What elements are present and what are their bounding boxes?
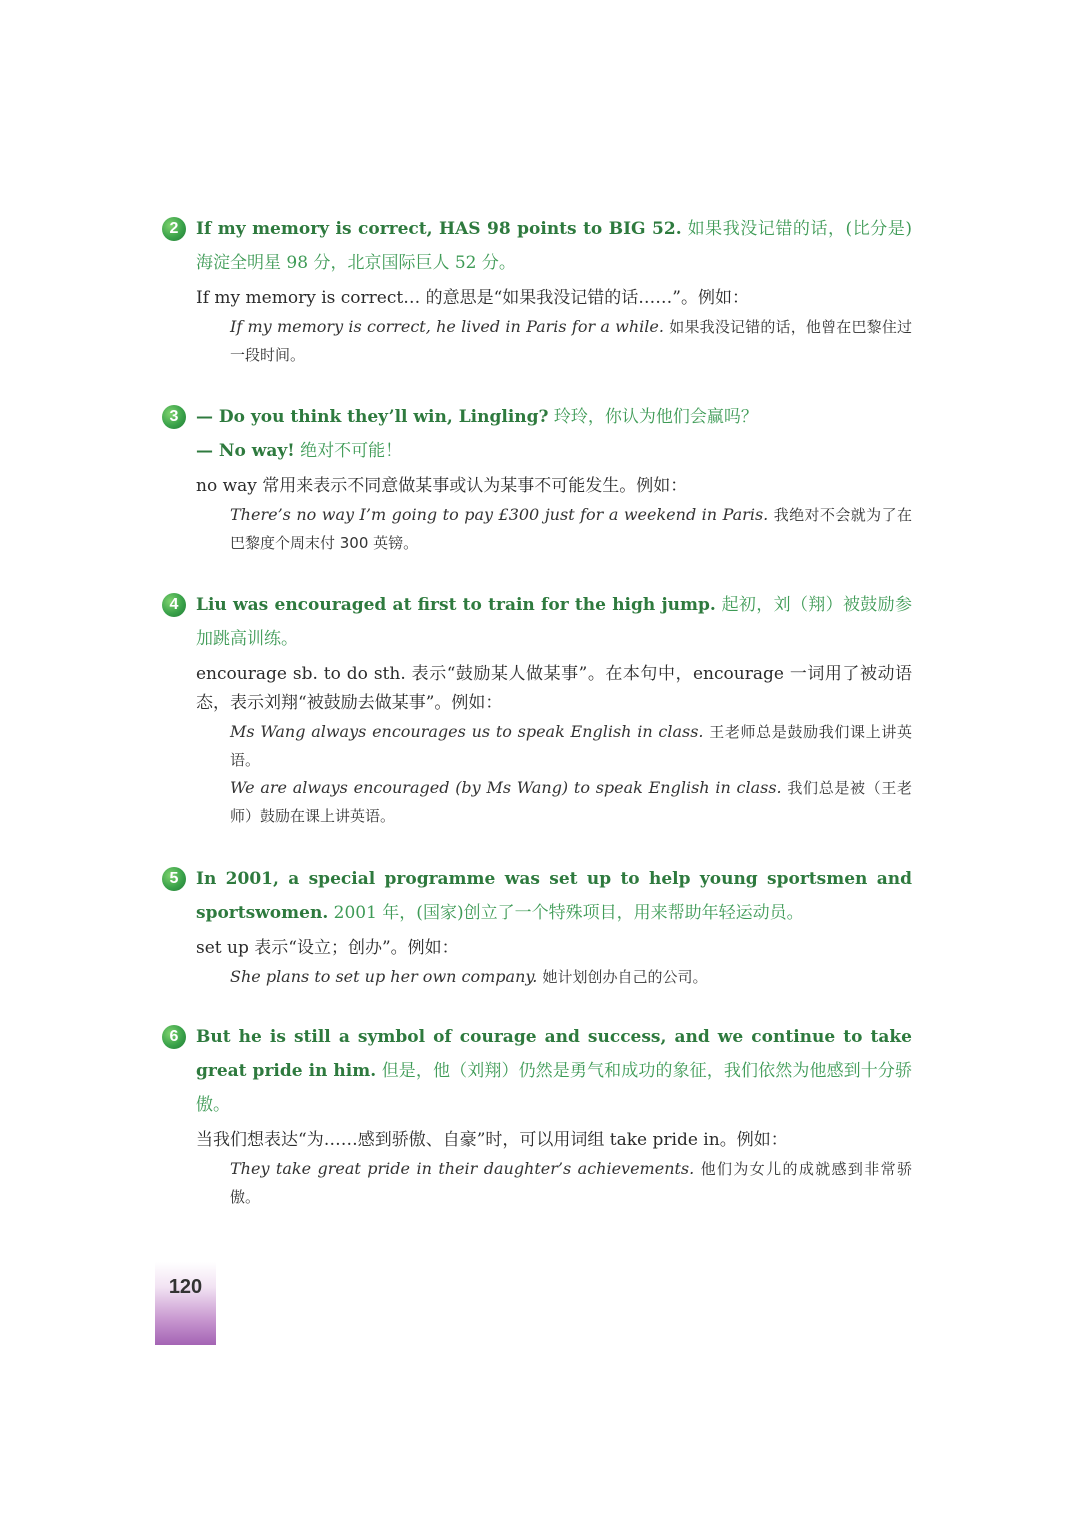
key-sentence-translation: 2001 年，(国家)创立了一个特殊项目，用来帮助年轻运动员。 [333, 903, 804, 923]
example-english: We are always encouraged (by Ms Wang) to speak English in class. [230, 778, 782, 797]
example-chinese: 我们总是被（王老师）鼓励在课上讲英语。 [230, 779, 912, 825]
explanation: no way 常用来表示不同意做某事或认为某事不可能发生。例如： [196, 476, 688, 496]
example-chinese: 如果我没记错的话，他曾在巴黎住过一段时间。 [230, 318, 913, 364]
explanation: 当我们想表达“为……感到骄傲、自豪”时，可以用词组 take pride in。例如： [196, 1130, 788, 1150]
dialog-chinese: 绝对不可能！ [300, 441, 403, 461]
note-heading [160, 862, 912, 930]
explanation: encourage sb. to do sth. 表示“鼓励某人做某事”。在本句中，encourage 一词用了被动语态，表示刘翔“被鼓励去做某事”。例如： [196, 664, 912, 713]
note-heading [160, 588, 912, 656]
note-6 [160, 1020, 912, 1211]
explanation: set up 表示“设立；创办”。例如： [196, 938, 459, 958]
key-sentence-translation: 如果我没记错的话，(比分是)海淀全明星 98 分，北京国际巨人 52 分。 [196, 219, 913, 273]
key-sentence: Liu was encouraged at first to train for the high jump. [196, 595, 716, 615]
dialog-line [160, 434, 912, 468]
page-number-tab [155, 1262, 216, 1345]
note-3 [160, 400, 912, 557]
number-badge-icon: 2 [162, 217, 186, 241]
note-2 [160, 212, 912, 369]
example-english: If my memory is correct, he lived in Paris for a while. [230, 317, 664, 336]
example-english: There’s no way I’m going to pay £300 just for a weekend in Paris. [230, 505, 769, 524]
key-sentence: In 2001, a special programme was set up to help young sportsmen and sportswomen. [196, 869, 912, 923]
note-5 [160, 862, 912, 991]
number-badge-icon: 5 [162, 867, 186, 891]
example [160, 1155, 912, 1211]
key-sentence-translation: 但是，他（刘翔）仍然是勇气和成功的象征，我们依然为他感到十分骄傲。 [196, 1061, 913, 1115]
example [160, 313, 912, 369]
example [160, 774, 912, 830]
dialog-chinese: 玲玲，你认为他们会赢吗？ [553, 407, 758, 427]
key-sentence: But he is still a symbol of courage and success, and we continue to take great pride in him. [196, 1027, 912, 1081]
key-sentence-translation: 起初，刘（翔）被鼓励参加跳高训练。 [196, 595, 912, 649]
example-chinese: 王老师总是鼓励我们课上讲英语。 [230, 723, 912, 769]
dialog-english: — Do you think they’ll win, Lingling? [196, 407, 549, 427]
key-sentence: If my memory is correct, HAS 98 points to BIG 52. [196, 219, 682, 239]
example-english: Ms Wang always encourages us to speak English in class. [230, 722, 704, 741]
page-number: 120 [168, 1276, 203, 1298]
example [160, 718, 912, 774]
example [160, 501, 912, 557]
number-badge-icon: 3 [162, 405, 186, 429]
dialog-english: — No way! [196, 441, 295, 461]
note-heading [160, 212, 912, 280]
note-4 [160, 588, 912, 830]
number-badge-icon: 4 [162, 593, 186, 617]
example-english: They take great pride in their daughter’s achievements. [230, 1159, 695, 1178]
example-chinese: 我绝对不会就为了在巴黎度个周末付 300 英镑。 [230, 506, 912, 552]
example-chinese: 她计划创办自己的公司。 [542, 968, 708, 986]
note-heading [160, 1020, 912, 1122]
example [160, 963, 912, 991]
example-chinese: 他们为女儿的成就感到非常骄傲。 [230, 1160, 912, 1206]
number-badge-icon: 6 [162, 1025, 186, 1049]
explanation: If my memory is correct… 的意思是“如果我没记错的话……”。例如： [196, 288, 749, 308]
example-english: She plans to set up her own company. [230, 967, 538, 986]
dialog-line [160, 400, 912, 434]
